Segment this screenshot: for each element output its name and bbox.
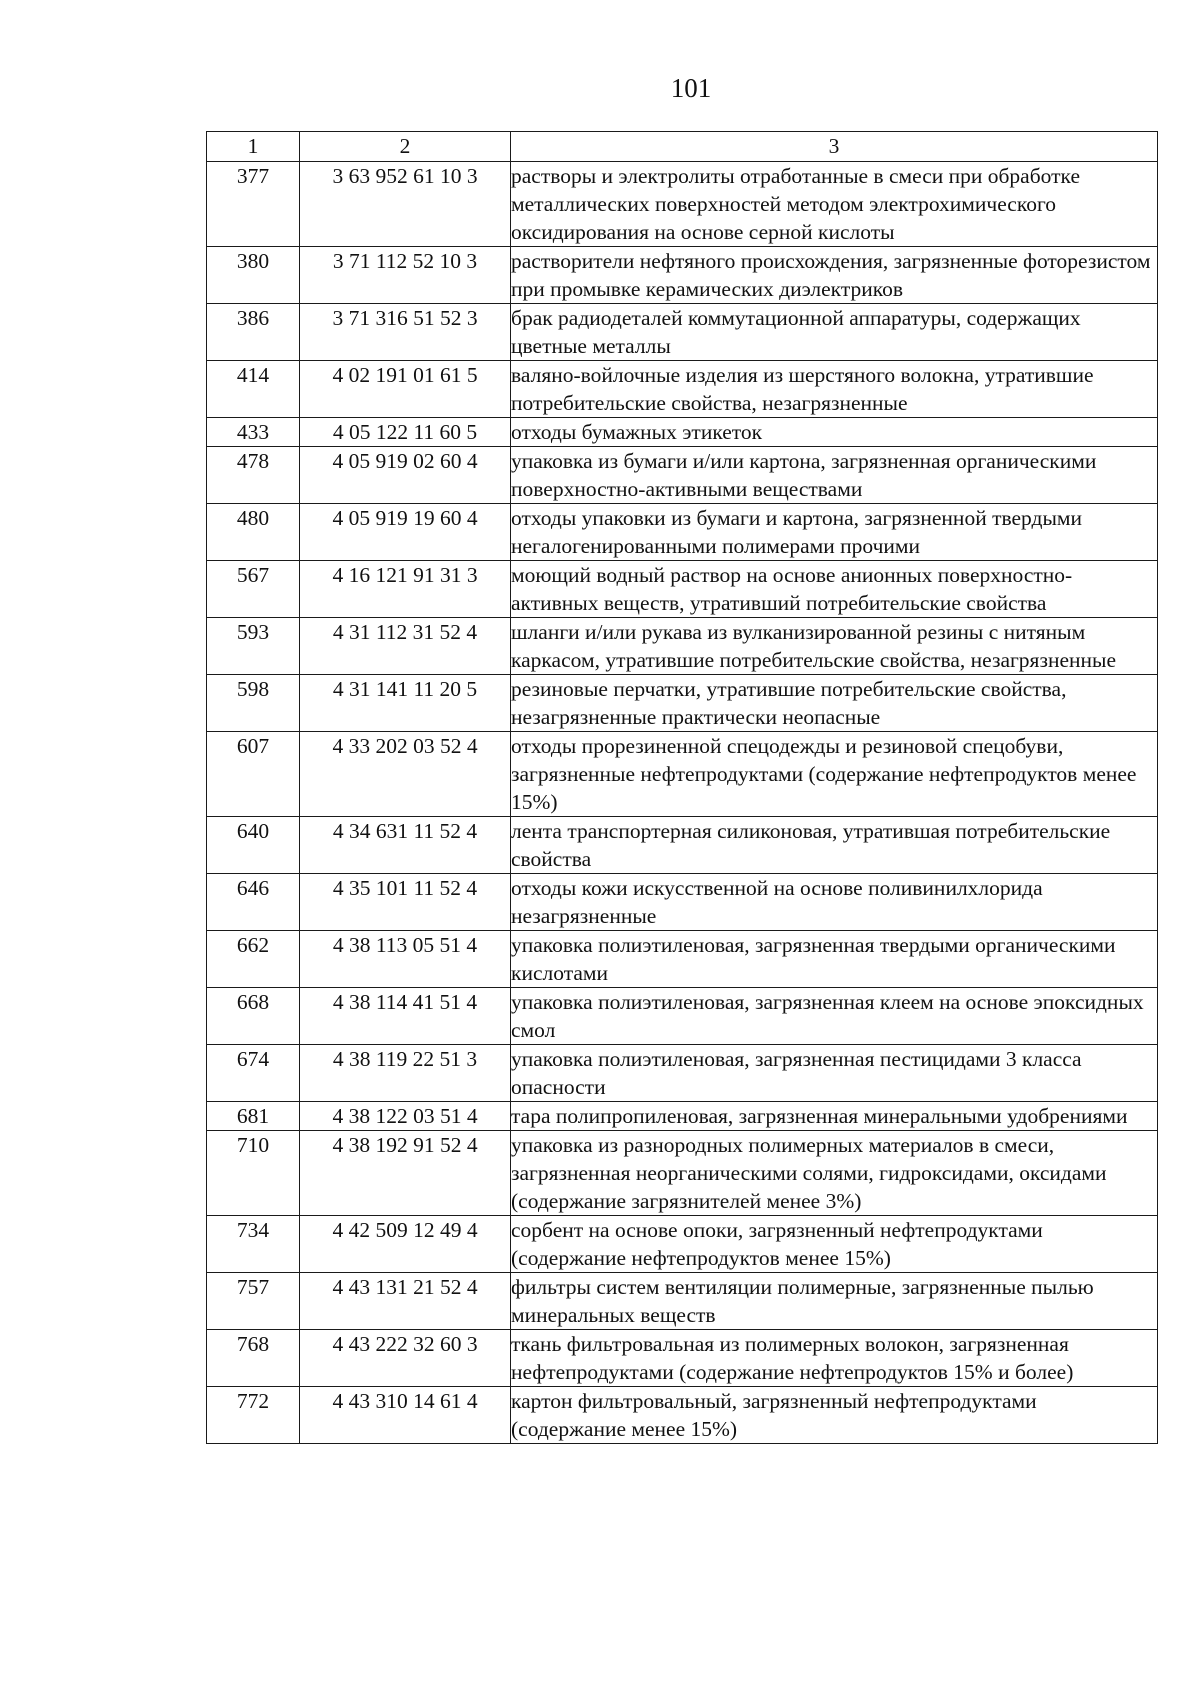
waste-description: отходы прорезиненной спецодежды и резиновой спецобуви, загрязненные нефтепродуктами (содержание нефтепродуктов менее 15%) — [511, 732, 1158, 817]
waste-code: 4 05 919 02 60 4 — [300, 447, 511, 504]
waste-code: 3 71 112 52 10 3 — [300, 247, 511, 304]
waste-description: упаковка полиэтиленовая, загрязненная клеем на основе эпоксидных смол — [511, 988, 1158, 1045]
row-number: 646 — [207, 874, 300, 931]
row-number: 607 — [207, 732, 300, 817]
column-header-3: 3 — [511, 132, 1158, 162]
waste-description: отходы кожи искусственной на основе поливинилхлорида незагрязненные — [511, 874, 1158, 931]
waste-description: упаковка из разнородных полимерных материалов в смеси, загрязненная неорганическими солями, гидроксидами, оксидами (содержание загрязнителей менее 3%) — [511, 1131, 1158, 1216]
waste-code: 4 35 101 11 52 4 — [300, 874, 511, 931]
table-row — [207, 874, 1158, 931]
table-row — [207, 304, 1158, 361]
row-number: 640 — [207, 817, 300, 874]
waste-code: 4 38 192 91 52 4 — [300, 1131, 511, 1216]
row-number: 567 — [207, 561, 300, 618]
row-number: 414 — [207, 361, 300, 418]
waste-description: резиновые перчатки, утратившие потребительские свойства, незагрязненные практически неопасные — [511, 675, 1158, 732]
waste-code: 4 16 121 91 31 3 — [300, 561, 511, 618]
table-row — [207, 1273, 1158, 1330]
table-header-row — [207, 132, 1158, 162]
row-number: 734 — [207, 1216, 300, 1273]
waste-description: отходы упаковки из бумаги и картона, загрязненной твердыми негалогенированными полимерами прочими — [511, 504, 1158, 561]
waste-code: 3 63 952 61 10 3 — [300, 162, 511, 247]
waste-registry-table — [206, 131, 1158, 1444]
waste-description: упаковка из бумаги и/или картона, загрязненная органическими поверхностно-активными веществами — [511, 447, 1158, 504]
row-number: 377 — [207, 162, 300, 247]
waste-code: 4 43 222 32 60 3 — [300, 1330, 511, 1387]
row-number: 710 — [207, 1131, 300, 1216]
waste-code: 4 31 112 31 52 4 — [300, 618, 511, 675]
table-row — [207, 1216, 1158, 1273]
table-row — [207, 418, 1158, 447]
row-number: 380 — [207, 247, 300, 304]
page-number: 101 — [670, 73, 712, 103]
row-number: 768 — [207, 1330, 300, 1387]
waste-code: 4 34 631 11 52 4 — [300, 817, 511, 874]
waste-description: шланги и/или рукава из вулканизированной резины с нитяным каркасом, утратившие потребительские свойства, незагрязненные — [511, 618, 1158, 675]
row-number: 598 — [207, 675, 300, 732]
table-row — [207, 732, 1158, 817]
row-number: 668 — [207, 988, 300, 1045]
waste-description: брак радиодеталей коммутационной аппаратуры, содержащих цветные металлы — [511, 304, 1158, 361]
waste-description: упаковка полиэтиленовая, загрязненная твердыми органическими кислотами — [511, 931, 1158, 988]
waste-code: 4 42 509 12 49 4 — [300, 1216, 511, 1273]
table-row — [207, 1330, 1158, 1387]
waste-code: 4 38 122 03 51 4 — [300, 1102, 511, 1131]
waste-description: картон фильтровальный, загрязненный нефтепродуктами (содержание менее 15%) — [511, 1387, 1158, 1444]
waste-code: 4 33 202 03 52 4 — [300, 732, 511, 817]
row-number: 772 — [207, 1387, 300, 1444]
waste-code: 4 38 114 41 51 4 — [300, 988, 511, 1045]
waste-code: 4 43 131 21 52 4 — [300, 1273, 511, 1330]
table-row — [207, 1131, 1158, 1216]
table-row — [207, 247, 1158, 304]
table-row — [207, 931, 1158, 988]
table-row — [207, 162, 1158, 247]
table-row — [207, 817, 1158, 874]
waste-description: фильтры систем вентиляции полимерные, загрязненные пылью минеральных веществ — [511, 1273, 1158, 1330]
table-row — [207, 447, 1158, 504]
table-row — [207, 675, 1158, 732]
waste-code: 4 02 191 01 61 5 — [300, 361, 511, 418]
waste-code: 4 38 119 22 51 3 — [300, 1045, 511, 1102]
row-number: 757 — [207, 1273, 300, 1330]
waste-description: лента транспортерная силиконовая, утратившая потребительские свойства — [511, 817, 1158, 874]
table-row — [207, 561, 1158, 618]
waste-description: отходы бумажных этикеток — [511, 418, 1158, 447]
waste-description: растворы и электролиты отработанные в смеси при обработке металлических поверхностей методом электрохимического оксидирования на основе серной кислоты — [511, 162, 1158, 247]
waste-code: 4 38 113 05 51 4 — [300, 931, 511, 988]
column-header-1: 1 — [207, 132, 300, 162]
waste-code: 3 71 316 51 52 3 — [300, 304, 511, 361]
row-number: 593 — [207, 618, 300, 675]
row-number: 480 — [207, 504, 300, 561]
row-number: 662 — [207, 931, 300, 988]
waste-description: тара полипропиленовая, загрязненная минеральными удобрениями — [511, 1102, 1158, 1131]
table-row — [207, 1045, 1158, 1102]
table-row — [207, 1387, 1158, 1444]
waste-description: ткань фильтровальная из полимерных волокон, загрязненная нефтепродуктами (содержание нефтепродуктов 15% и более) — [511, 1330, 1158, 1387]
waste-code: 4 31 141 11 20 5 — [300, 675, 511, 732]
waste-code: 4 05 919 19 60 4 — [300, 504, 511, 561]
row-number: 386 — [207, 304, 300, 361]
waste-description: растворители нефтяного происхождения, загрязненные фоторезистом при промывке керамических диэлектриков — [511, 247, 1158, 304]
table-row — [207, 504, 1158, 561]
table-row — [207, 988, 1158, 1045]
table-row — [207, 1102, 1158, 1131]
row-number: 681 — [207, 1102, 300, 1131]
waste-code: 4 05 122 11 60 5 — [300, 418, 511, 447]
column-header-2: 2 — [300, 132, 511, 162]
table-row — [207, 618, 1158, 675]
table-row — [207, 361, 1158, 418]
row-number: 674 — [207, 1045, 300, 1102]
waste-description: упаковка полиэтиленовая, загрязненная пестицидами 3 класса опасности — [511, 1045, 1158, 1102]
waste-description: моющий водный раствор на основе анионных поверхностно-активных веществ, утративший потребительские свойства — [511, 561, 1158, 618]
waste-code: 4 43 310 14 61 4 — [300, 1387, 511, 1444]
waste-description: валяно-войлочные изделия из шерстяного волокна, утратившие потребительские свойства, незагрязненные — [511, 361, 1158, 418]
row-number: 478 — [207, 447, 300, 504]
waste-description: сорбент на основе опоки, загрязненный нефтепродуктами (содержание нефтепродуктов менее 15%) — [511, 1216, 1158, 1273]
row-number: 433 — [207, 418, 300, 447]
